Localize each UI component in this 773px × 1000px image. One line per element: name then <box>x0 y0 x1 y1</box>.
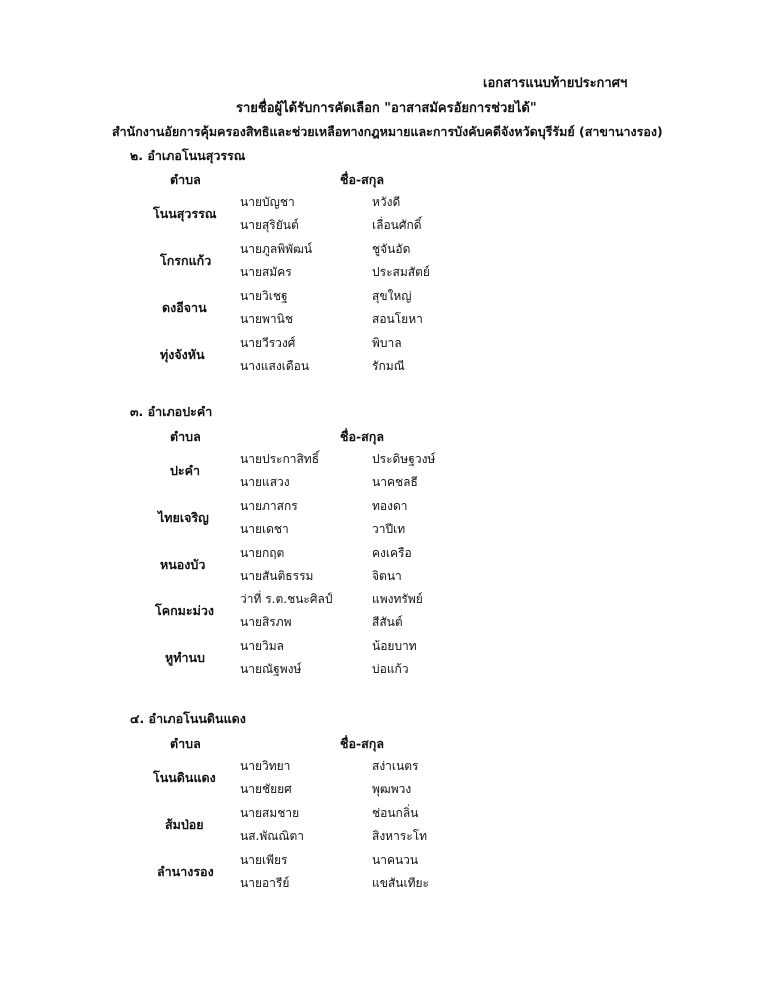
person-last-name: สง่าเนตร <box>372 759 419 773</box>
person-first-name: นายสมชาย <box>240 806 300 820</box>
column-header-name: ชื่อ-สกุล <box>340 429 385 444</box>
person-last-name: นาคชลธี <box>372 475 418 489</box>
person-last-name: นาคนวน <box>372 853 419 867</box>
person-last-name: ชูจันอัด <box>372 242 411 256</box>
column-header-name: ชื่อ-สกุล <box>340 736 385 751</box>
office-name: สำนักงานอัยการคุ้มครองสิทธิและช่วยเหลือทางกฎหมายและการบังคับคดีจังหวัดบุรีรัมย์ (สาขานางรอง) <box>112 124 663 139</box>
document-title: รายชื่อผู้ได้รับการคัดเลือก "อาสาสมัครอัยการช่วยได้" <box>236 101 537 116</box>
person-last-name: บ่อแก้ว <box>372 662 409 676</box>
person-last-name: แขสันเทียะ <box>372 876 429 890</box>
person-last-name: จิตนา <box>372 569 402 583</box>
person-first-name: นส.พัณณิตา <box>240 829 305 843</box>
person-first-name: นายวิทยา <box>240 759 291 773</box>
tambon-label: โกรกแก้ว <box>160 253 212 268</box>
attachment-note: เอกสารแนบท้ายประกาศฯ <box>483 76 628 91</box>
person-first-name: นายเดชา <box>240 522 289 536</box>
tambon-label: ลำนางรอง <box>157 864 214 879</box>
person-first-name: นายชัยยศ <box>240 782 292 796</box>
tambon-label: ไทยเจริญ <box>158 510 209 525</box>
section-heading: ๔. อำเภอโนนดินแดง <box>130 711 246 726</box>
person-last-name: คงเครือ <box>372 546 412 560</box>
person-last-name: แพงทรัพย์ <box>372 592 423 606</box>
section-heading: ๓. อำเภอปะคำ <box>130 404 213 419</box>
column-header-tambon: ตำบล <box>170 172 201 187</box>
person-first-name: นายประกาสิทธิ์ <box>240 452 320 466</box>
tambon-label: โคกมะม่วง <box>155 603 214 618</box>
person-last-name: สีสันต์ <box>372 615 403 629</box>
person-last-name: ประดิษฐวงษ์ <box>372 452 436 466</box>
person-first-name: นายสิรภพ <box>240 615 292 629</box>
person-first-name: นายกฤต <box>240 546 285 560</box>
person-first-name: นายบัญชา <box>240 195 295 209</box>
person-first-name: ว่าที่ ร.ต.ชนะศิลป์ <box>240 592 333 606</box>
column-header-tambon: ตำบล <box>170 736 201 751</box>
person-last-name: ช่อนกลิ่น <box>372 806 419 820</box>
person-last-name: สุขใหญ่ <box>372 289 412 303</box>
person-first-name: นายอารีย์ <box>240 876 290 890</box>
person-first-name: นายณัฐพงษ์ <box>240 662 302 676</box>
person-first-name: นายสุริยันต์ <box>240 218 299 232</box>
tambon-label: ส้มป่อย <box>165 817 204 832</box>
tambon-label: โนนดินแดง <box>153 770 216 785</box>
person-last-name: สอนโยหา <box>372 312 423 326</box>
person-last-name: น้อยบาท <box>372 639 417 653</box>
person-last-name: พุฒพวง <box>372 782 412 796</box>
column-header-tambon: ตำบล <box>170 429 201 444</box>
person-first-name: นายสมัคร <box>240 265 292 279</box>
person-first-name: นายวิเชฐ <box>240 289 288 303</box>
person-last-name: ประสมสัตย์ <box>372 265 430 279</box>
section-heading: ๒. อำเภอโนนสุวรรณ <box>130 148 246 163</box>
person-last-name: หวังดี <box>372 195 401 209</box>
person-first-name: นายวีรวงศ์ <box>240 336 296 350</box>
person-last-name: เลื่อนศักดิ์ <box>372 218 422 232</box>
tambon-label: หนองบัว <box>160 557 206 572</box>
person-first-name: นายวิมล <box>240 639 284 653</box>
tambon-label: ดงอีจาน <box>162 300 207 315</box>
tambon-label: โนนสุวรรณ <box>153 206 217 221</box>
tambon-label: หูทำนบ <box>165 650 205 665</box>
column-header-name: ชื่อ-สกุล <box>340 172 385 187</box>
person-last-name: วาปีเท <box>372 522 406 536</box>
person-last-name: พิบาล <box>372 336 402 350</box>
person-first-name: นายเพียร <box>240 853 288 867</box>
tambon-label: ปะคำ <box>170 463 201 478</box>
person-first-name: นายพานิช <box>240 312 293 326</box>
tambon-label: ทุ่งจังหัน <box>160 347 205 362</box>
person-first-name: นายภูลพิพัฒน์ <box>240 242 313 256</box>
person-first-name: นายแสวง <box>240 475 290 489</box>
person-last-name: ทองดา <box>372 499 408 513</box>
person-first-name: นายภาสกร <box>240 499 298 513</box>
person-last-name: สิงหาระโท <box>372 829 428 843</box>
person-last-name: รักมณี <box>372 359 405 373</box>
person-first-name: นางแสงเดือน <box>240 359 310 373</box>
person-first-name: นายสันติธรรม <box>240 569 314 583</box>
